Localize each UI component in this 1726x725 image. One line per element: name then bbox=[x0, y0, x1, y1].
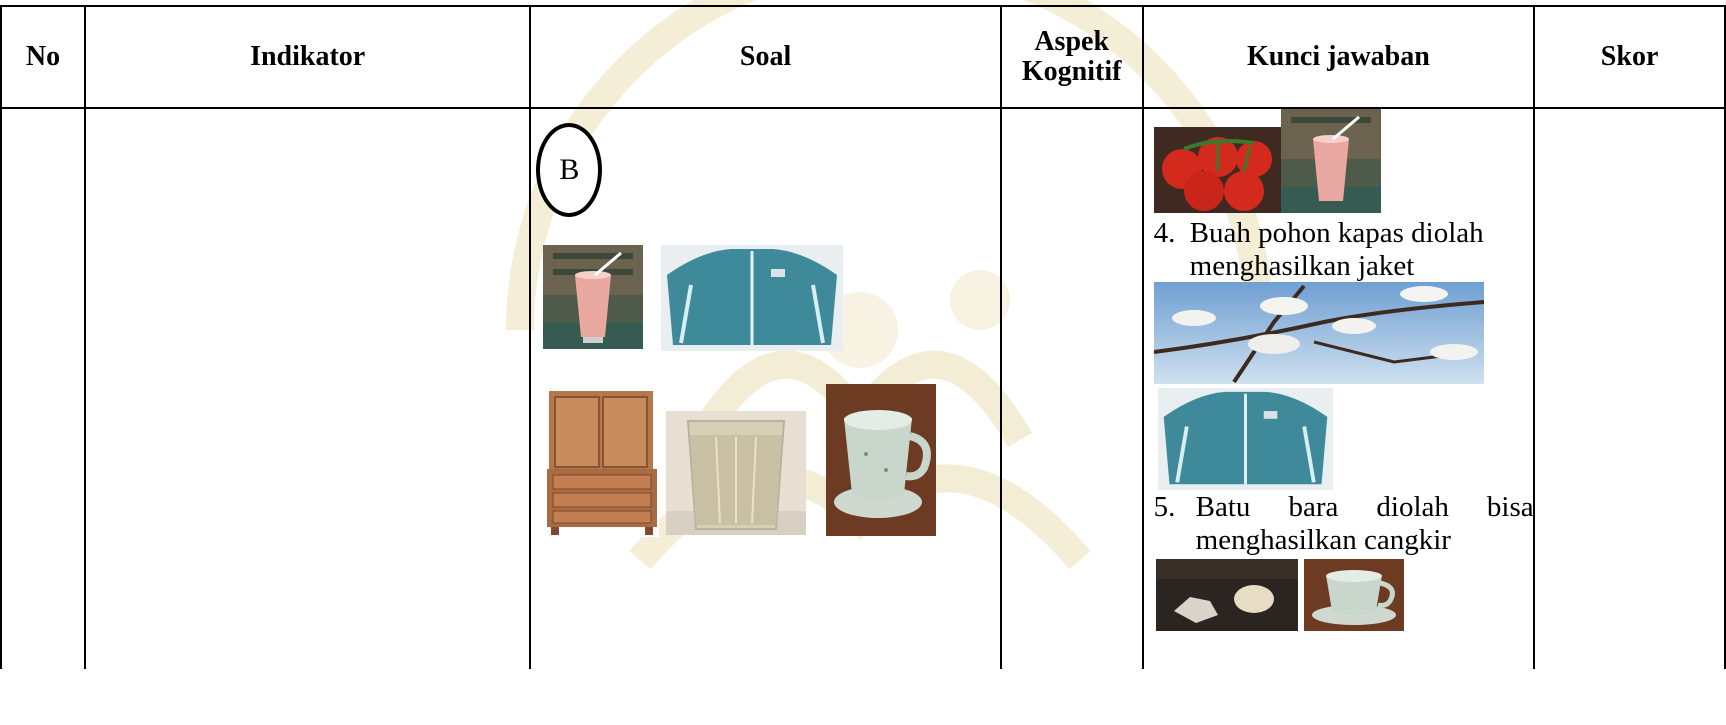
cell-kunci-jawaban bbox=[1143, 108, 1535, 669]
cotton-branch-image bbox=[1154, 282, 1484, 384]
table-row bbox=[1, 108, 1725, 669]
cup-image bbox=[826, 384, 936, 536]
header-aspek-kognitif bbox=[1001, 6, 1143, 108]
header-aspek-line2: Kognitif bbox=[1021, 56, 1122, 87]
answer-4-line2: menghasilkan jaket bbox=[1189, 250, 1415, 282]
cell-no bbox=[1, 108, 85, 669]
wardrobe-image bbox=[545, 383, 659, 537]
header-indikator: Indikator bbox=[85, 6, 530, 108]
header-soal: Soal bbox=[530, 6, 1000, 108]
answer-5-line1: Batu bara diolah bisa bbox=[1195, 491, 1534, 523]
jacket-image bbox=[661, 245, 843, 351]
option-letter-circle bbox=[536, 123, 602, 217]
cell-indikator bbox=[85, 108, 530, 669]
answer-4-line1: Buah pohon kapas diolah bbox=[1189, 217, 1484, 249]
header-row bbox=[1, 6, 1725, 108]
cup-image-small bbox=[1304, 559, 1404, 631]
coal-image bbox=[1156, 559, 1298, 631]
milkshake-image bbox=[543, 245, 643, 349]
answer-item-5 bbox=[1154, 491, 1534, 557]
cell-skor bbox=[1534, 108, 1725, 669]
header-aspek-line1: Aspek bbox=[1034, 26, 1110, 57]
cell-aspek-kognitif bbox=[1001, 108, 1143, 669]
jacket-image-answer bbox=[1154, 388, 1337, 490]
milk-glass-image bbox=[666, 411, 806, 535]
milkshake-image-small bbox=[1281, 109, 1381, 213]
assessment-table bbox=[0, 5, 1726, 669]
answer-item-4 bbox=[1154, 217, 1534, 283]
cell-soal bbox=[530, 108, 1000, 669]
answer-5-number: 5. bbox=[1153, 491, 1176, 523]
answer-5-line2: menghasilkan cangkir bbox=[1195, 524, 1451, 556]
header-kunci-jawaban: Kunci jawaban bbox=[1143, 6, 1535, 108]
answer-4-number: 4. bbox=[1153, 217, 1176, 249]
tomatoes-image bbox=[1154, 127, 1284, 213]
header-skor: Skor bbox=[1534, 6, 1725, 108]
option-letter: B bbox=[559, 153, 580, 186]
header-no: No bbox=[1, 6, 85, 108]
